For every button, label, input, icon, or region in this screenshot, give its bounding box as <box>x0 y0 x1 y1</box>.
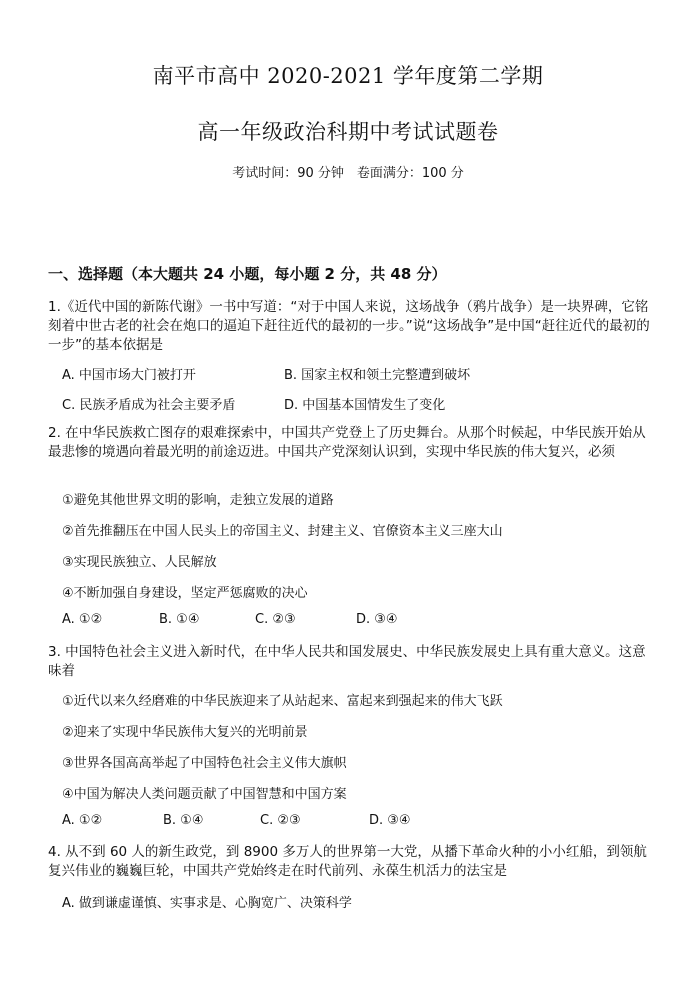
q4-option-a: A. 做到谦虚谨慎、实事求是、心胸宽广、决策科学 <box>62 896 352 911</box>
exam-meta: 考试时间：90 分钟 卷面满分：100 分 <box>232 166 464 181</box>
exam-title-line1: 南平市高中 2020-2021 学年度第二学期 <box>152 64 544 88</box>
q1-option-b: B. 国家主权和领土完整遭到破坏 <box>284 368 471 383</box>
question-2-stem: 2. 在中华民族救亡图存的艰难探索中，中国共产党登上了历史舞台。从那个时候起，中华民族开始从最悲惨的境遇向着最光明的前途迈进。中国共产党深刻认识到，实现中华民族的伟大复兴，必须 <box>48 425 646 460</box>
q1-option-c: C. 民族矛盾成为社会主要矛盾 <box>62 398 236 413</box>
q3-option-d: D. ③④ <box>369 813 411 828</box>
q2-item-1: ①避免其他世界文明的影响，走独立发展的道路 <box>62 493 334 508</box>
q1-option-d: D. 中国基本国情发生了变化 <box>284 398 446 413</box>
question-1-stem: 1.《近代中国的新陈代谢》一书中写道：“对于中国人来说，这场战争（鸦片战争）是一块界碑，它铭刻着中世古老的社会在炮口的逼迫下赶往近代的最初的一步。”说“这场战争”是中国“赶往近代的最初的一步”的基本依据是 <box>48 299 650 353</box>
question-3-stem: 3. 中国特色社会主义进入新时代，在中华人民共和国发展史、中华民族发展史上具有重大意义。这意味着 <box>48 644 646 679</box>
q2-item-4: ④不断加强自身建设，坚定严惩腐败的决心 <box>62 586 308 601</box>
q2-option-d: D. ③④ <box>356 612 398 627</box>
q3-option-b: B. ①④ <box>163 813 204 828</box>
q1-option-a: A. 中国市场大门被打开 <box>62 368 196 383</box>
q2-option-a: A. ①② <box>62 612 103 627</box>
q2-option-b: B. ①④ <box>159 612 200 627</box>
q3-item-1: ①近代以来久经磨难的中华民族迎来了从站起来、富起来到强起来的伟大飞跃 <box>62 694 503 709</box>
section-heading: 一、选择题（本大题共 24 小题，每小题 2 分，共 48 分） <box>48 265 447 283</box>
q2-option-c: C. ②③ <box>255 612 296 627</box>
q3-item-2: ②迎来了实现中华民族伟大复兴的光明前景 <box>62 725 308 740</box>
q3-option-a: A. ①② <box>62 813 103 828</box>
q3-option-c: C. ②③ <box>260 813 301 828</box>
q3-item-4: ④中国为解决人类问题贡献了中国智慧和中国方案 <box>62 787 347 802</box>
question-4-stem: 4. 从不到 60 人的新生政党，到 8900 多万人的世界第一大党，从播下革命火种的小小红船，到领航复兴伟业的巍巍巨轮，中国共产党始终走在时代前列、永葆生机活力的法宝是 <box>48 844 647 879</box>
exam-title-line2: 高一年级政治科期中考试试题卷 <box>197 120 499 144</box>
q3-item-3: ③世界各国高高举起了中国特色社会主义伟大旗帜 <box>62 756 347 771</box>
q2-item-3: ③实现民族独立、人民解放 <box>62 555 217 570</box>
q2-item-2: ②首先推翻压在中国人民头上的帝国主义、封建主义、官僚资本主义三座大山 <box>62 524 503 539</box>
